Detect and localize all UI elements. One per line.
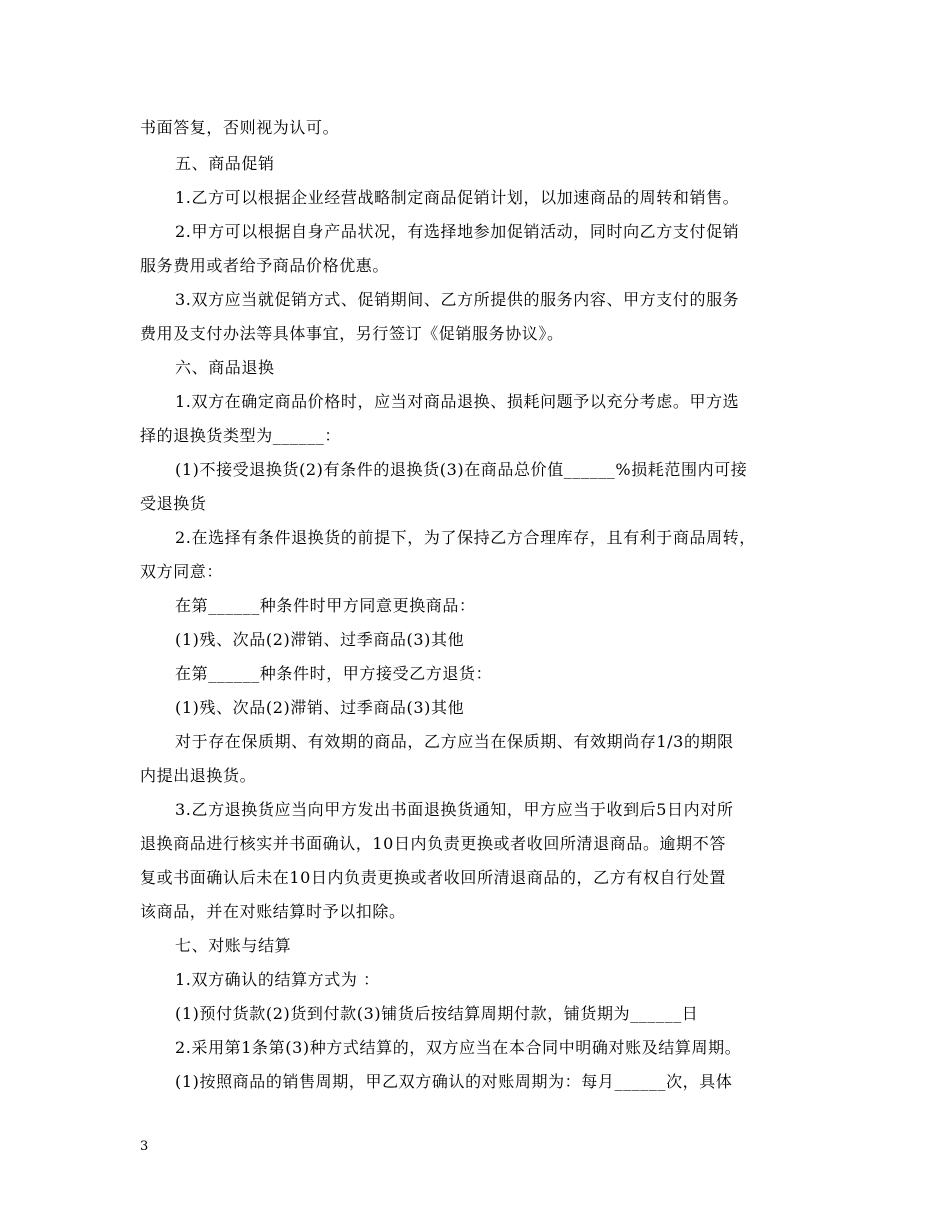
body-text-line: 内提出退换货。 [140,766,257,785]
section-heading: 六、商品退换 [175,358,275,377]
body-text-line: (1)不接受退换货(2)有条件的退换货(3)在商品总价值______%损耗范围内可接 [175,460,748,479]
body-text-line: 1.双方在确定商品价格时，应当对商品退换、损耗问题予以充分考虑。甲方选 [175,392,740,411]
body-text-line: (1)残、次品(2)滞销、过季商品(3)其他 [175,698,465,717]
body-text-line: 1.双方确认的结算方式为 ： [175,970,380,989]
body-text-line: 2.在选择有条件退换货的前提下，为了保持乙方合理库存，且有利于商品周转， [175,528,756,547]
body-text-line: 2.采用第1条第(3)种方式结算的，双方应当在本合同中明确对账及结算周期。 [175,1038,742,1057]
page-number: 3 [140,1139,149,1154]
body-text-line: 择的退换货类型为______： [140,426,342,445]
body-text-line: 1.乙方可以根据企业经营战略制定商品促销计划，以加速商品的周转和销售。 [175,188,740,207]
body-text-line: 该商品，并在对账结算时予以扣除。 [140,902,406,921]
body-text-line: 在第______种条件时，甲方接受乙方退货： [175,664,493,683]
body-text-line: 3.双方应当就促销方式、促销期间、乙方所提供的服务内容、甲方支付的服务 [175,290,740,309]
body-text-line: 复或书面确认后未在10日内负责更换或者收回所清退商品的，乙方有权自行处置 [140,868,726,887]
body-text-line: 费用及支付办法等具体事宜，另行签订《促销服务协议》。 [140,324,564,343]
body-text-line: 退换商品进行核实并书面确认，10日内负责更换或者收回所清退商品。逾期不答 [140,834,726,853]
body-text-line: 3.乙方退换货应当向甲方发出书面退换货通知，甲方应当于收到后5日内对所 [175,800,734,819]
section-heading: 五、商品促销 [175,154,275,173]
body-text-line: (1)按照商品的销售周期，甲乙双方确认的对账周期为：每月______次，具体 [175,1072,733,1091]
body-text-line: 对于存在保质期、有效期的商品，乙方应当在保质期、有效期尚存1/3的期限 [175,732,734,751]
body-text-line: (1)残、次品(2)滞销、过季商品(3)其他 [175,630,465,649]
body-text-line: 服务费用或者给予商品价格优惠。 [140,256,390,275]
body-text-line: 书面答复，否则视为认可。 [140,118,340,137]
section-heading: 七、对账与结算 [175,936,292,955]
body-text-line: 受退换货 [140,494,207,513]
body-text-line: 2.甲方可以根据自身产品状况，有选择地参加促销活动，同时向乙方支付促销 [175,222,740,241]
body-text-line: 双方同意： [140,562,224,581]
body-text-line: 在第______种条件时甲方同意更换商品： [175,596,476,615]
body-text-line: (1)预付货款(2)货到付款(3)铺货后按结算周期付款，铺货期为______日 [175,1004,699,1023]
